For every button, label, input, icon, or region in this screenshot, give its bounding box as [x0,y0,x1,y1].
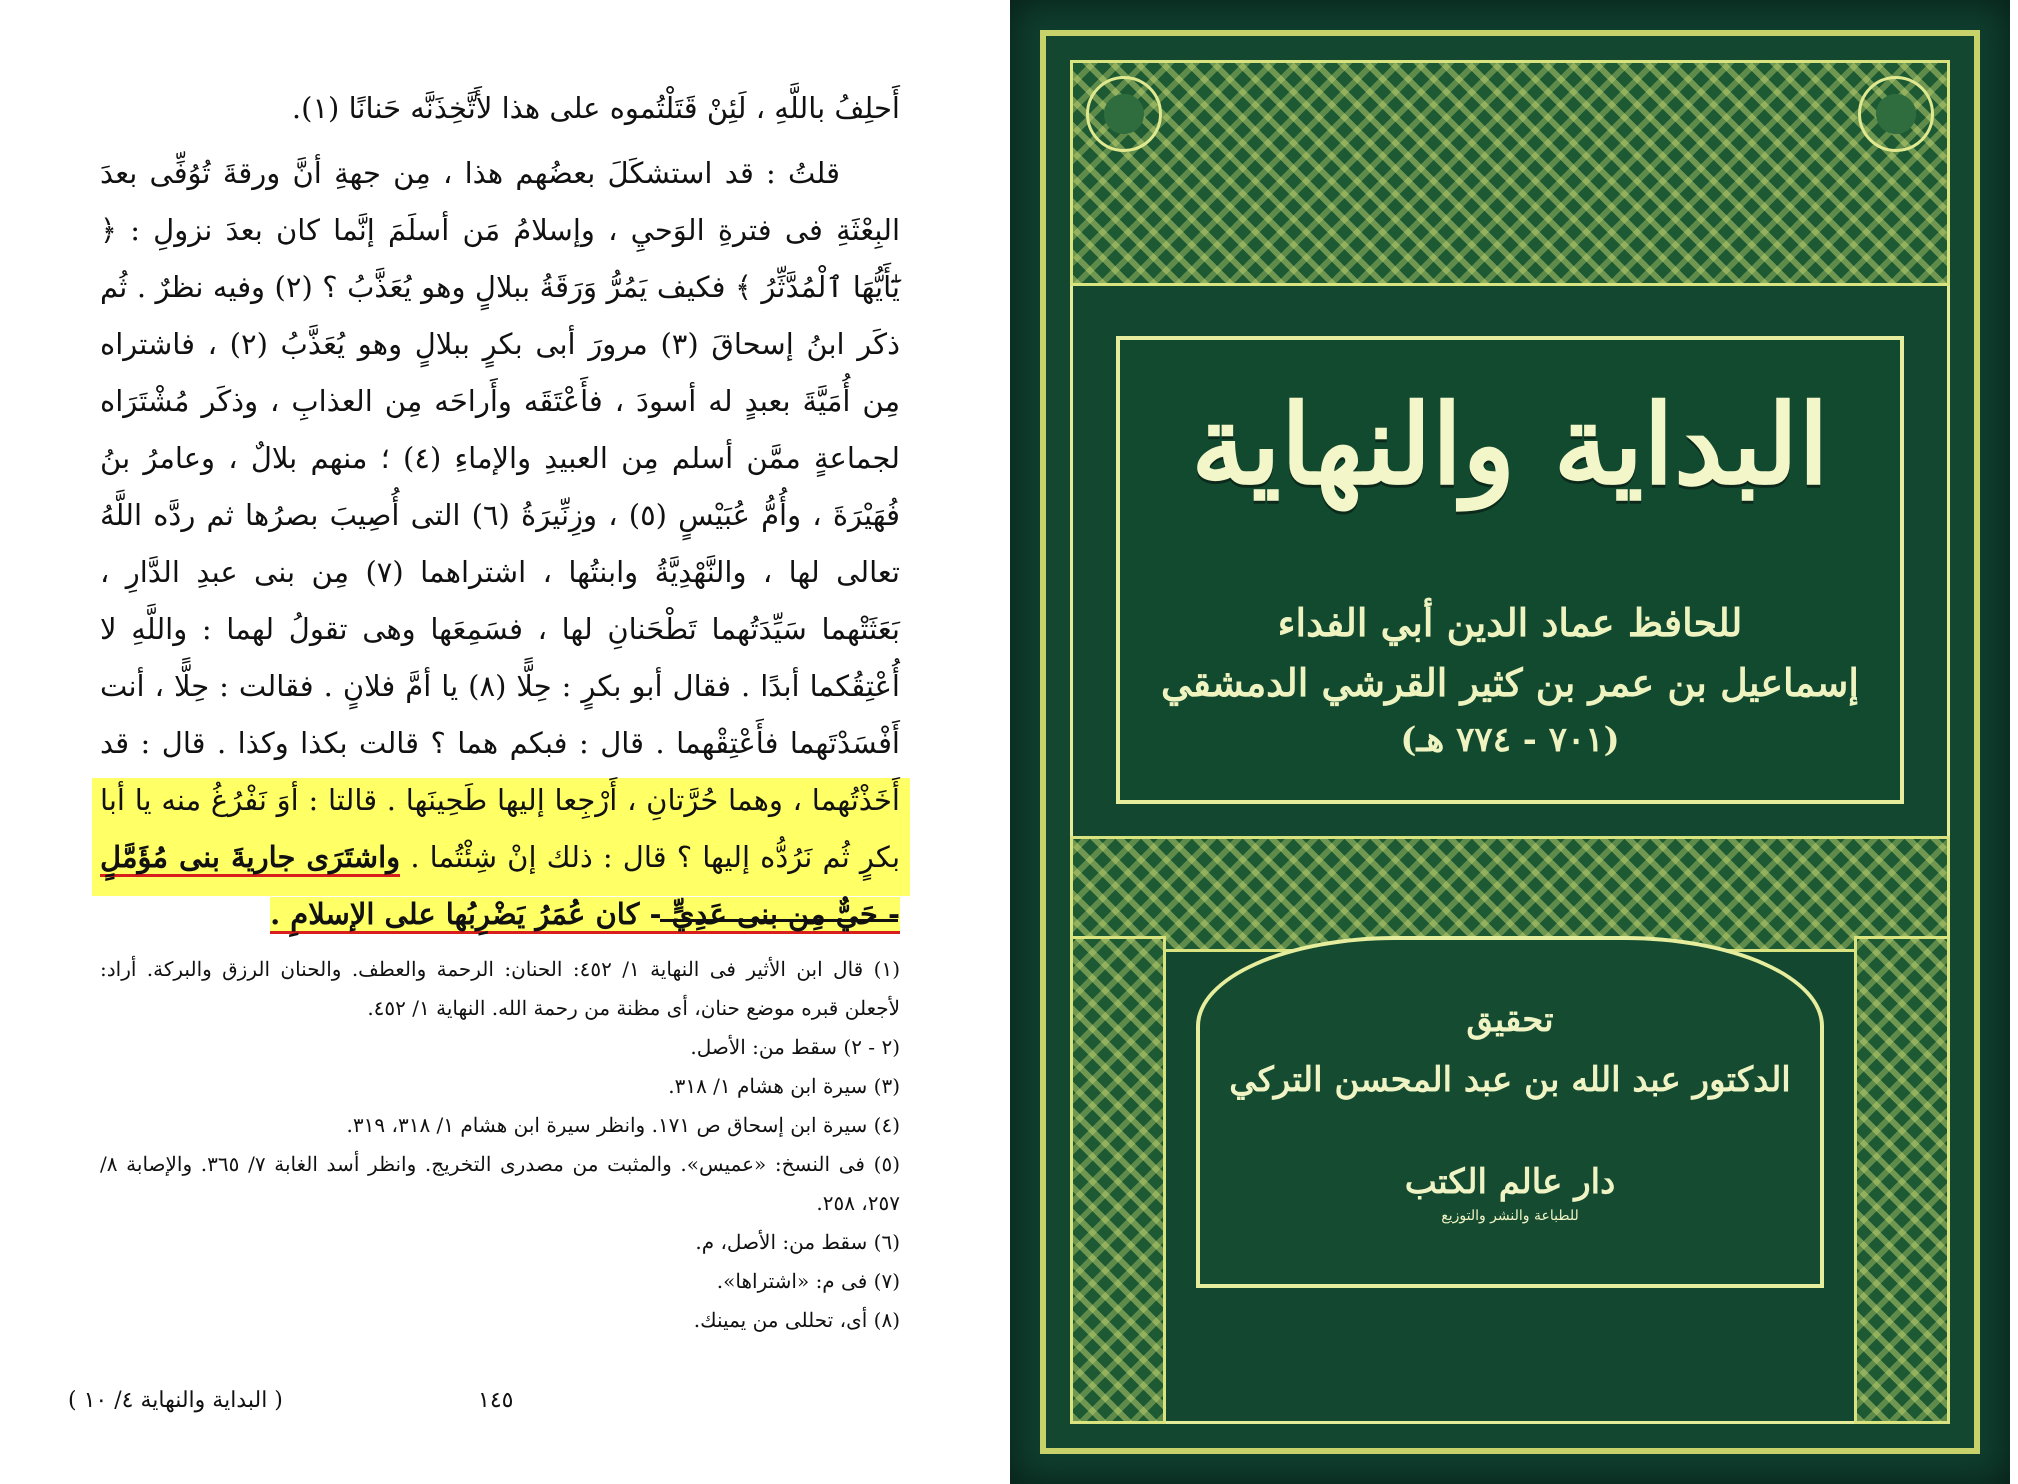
cover-title: البداية والنهاية [1191,380,1829,509]
ornament-right-column [1854,936,1950,1424]
paragraph-oath: أَحلِفُ باللَّهِ ، لَئِنْ قَتَلْتُموه على هذا لأَتَّخِذَنَّه حَنانًا (١). [291,91,900,125]
page-body-text [100,80,900,943]
ornament-corner-icon [1858,76,1934,152]
book-cover [1010,0,2010,1484]
footnote-3: (٣) سيرة ابن هشام ١/ ٣١٨. [668,1074,900,1098]
ornament-corner-icon [1086,76,1162,152]
ornament-left-column [1070,936,1166,1424]
cover-title-panel [1116,336,1904,804]
ornament-middle-band [1070,836,1950,952]
page-number: ١٤٥ [478,1388,514,1413]
cover-arch-panel [1196,936,1824,1288]
publisher-name: دار عالم الكتب [1404,1162,1616,1202]
paragraph-main [100,145,900,943]
footnotes [100,950,900,1340]
cover-author-line-2: إسماعيل بن عمر بن كثير القرشي الدمشقي [1161,660,1859,705]
highlighted-passage: واشتَرَى جاريةَ بنى مُؤَمَّلٍ - حَيٌّ مِن بنى عَدِيٍّ - كان عُمَرُ يَضْرِبُها على الإسلامِ . [100,840,900,934]
footnote-divider [660,919,898,922]
footnote-4: (٤) سيرة ابن إسحاق ص ١٧١. وانظر سيرة ابن هشام ١/ ٣١٨، ٣١٩. [346,1113,900,1137]
book-cover-photo [1008,0,2018,1484]
book-page [0,0,1000,1484]
footnote-7: (٧) فى م: «اشتراها». [716,1269,900,1293]
ornament-top-band [1070,60,1950,286]
cover-dates: (٧٠١ - ٧٧٤ هـ) [1400,720,1620,760]
paragraph-main-text: قلتُ : قد استشكَلَ بعضُهم هذا ، مِن جهةِ أنَّ ورقةَ تُوُفِّى بعدَ البِعْثَةِ فى فترةِ الوَحيِ ، وإسلامُ مَن أسلَمَ إنَّما كان بعدَ نزولِ : ﴿ يَٰٓأَيُّهَا ٱلْمُدَّثِّرُ ﴾ فكيف يَمُرُّ وَرَقَةُ ببلالٍ وهو يُعَذَّبُ ؟ (٢) وفيه نظرٌ . ثُم ذكَر ابنُ إسحاقَ (٣) مرورَ أبى بكرٍ ببلالٍ وهو يُعَذَّبُ (٢) ، فاشتراه مِن أُمَيَّةَ بعبدٍ له أسودَ ، فأَعْتَقَه وأَراحَه مِن العذابِ ، وذكَر مُشْتَرَاه لجماعةٍ ممَّن أسلم مِن العبيدِ والإماءِ (٤) ؛ منهم بلالٌ ، وعامرُ بنُ فُهَيْرَةَ ، وأُمُّ عُبَيْسٍ (٥) ، وزِنِّيرَةُ (٦) التى أُصِيبَ بصرُها ثم ردَّه اللَّهُ تعالى لها ، والنَّهْدِيَّةُ وابنتُها ، اشتراهما (٧) مِن بنى عبدِ الدَّارِ ، بَعَثَتْهما سَيِّدَتُهما تَطْحَنانِ لها ، فسَمِعَها وهى تقولُ لهما : واللَّهِ لا أُعْتِقُكما أبدًا . فقال أبو بكرٍ : حِلًّا (٨) يا أمَّ فلانٍ . فقالت : حِلًّا ، أنت أَفْسَدْتَهما فأَعْتِقْهما . قال : فبكم هما ؟ قالت بكذا وكذا . قال : قد أَخَذْتُهما ، وهما حُرَّتانِ ، أَرْجِعا إليها طَحِينَها . قالتا : أوَ نَفْرُغُ منه يا أبا بكرٍ ثُم نَرُدُّه إليها ؟ قال : ذلك إنْ شِئْتُما . [100,156,901,874]
running-footer: ( البداية والنهاية ٤/ ١٠ ) [68,1388,283,1413]
cover-tahqiq-label: تحقيق [1466,1000,1554,1040]
footnote-1: (١) قال ابن الأثير فى النهاية ١/ ٤٥٢: الحنان: الرحمة والعطف. والحنان الرزق والبركة. أراد: لأجعلن قبره موضع حنان، أى مظنة من رحمة الله. النهاية ١/ ٤٥٢. [100,957,900,1020]
cover-editor: الدكتور عبد الله بن عبد المحسن التركي [1229,1060,1791,1100]
footnote-5: (٥) فى النسخ: «عميس». والمثبت من مصدرى التخريج. وانظر أسد الغابة ٧/ ٣٦٥. والإصابة ٨/ ٢٥٧، ٢٥٨. [100,1152,900,1215]
cover-publisher-logo [1200,1162,1820,1224]
footnote-8: (٨) أى، تحللى من يمينك. [693,1308,900,1332]
footnote-6: (٦) سقط من: الأصل، م. [695,1230,900,1254]
cover-author-line-1: للحافظ عماد الدين أبي الفداء [1277,600,1743,645]
footnote-2: (٢ - ٢) سقط من: الأصل. [690,1035,900,1059]
cover-outer-frame [1040,30,1980,1454]
publisher-subtitle: للطباعة والنشر والتوزيع [1441,1208,1579,1224]
